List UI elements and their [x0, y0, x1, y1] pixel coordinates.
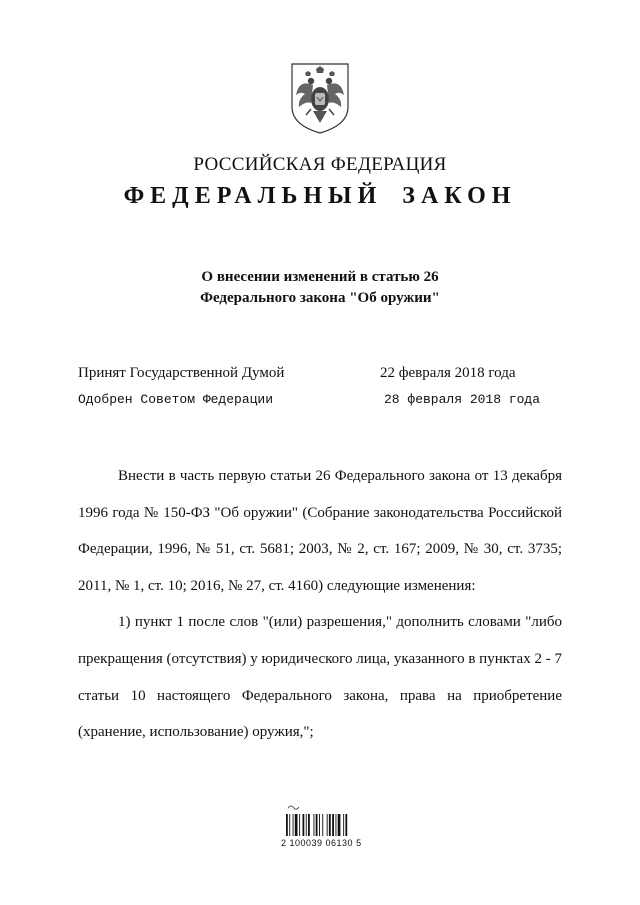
country-name: РОССИЙСКАЯ ФЕДЕРАЦИЯ — [193, 154, 447, 175]
law-title — [0, 183, 640, 210]
law-title-word-2: ЗАКОН — [402, 183, 517, 209]
russian-coat-of-arms-icon — [289, 61, 351, 135]
approval-date: 28 февраля 2018 года — [384, 392, 541, 407]
approval-label: Одобрен Советом Федерации — [78, 392, 274, 407]
subject-line-1: О внесении изменений в статью 26 — [201, 269, 439, 285]
barcode-number: 2 100039 06130 5 — [281, 838, 362, 848]
subject-line-2: Федерального закона "Об оружии" — [200, 290, 440, 306]
law-subject — [0, 267, 640, 309]
approval-date: 22 февраля 2018 года — [380, 365, 516, 381]
body-paragraph-2: 1) пункт 1 после слов "(или) разрешения," дополнить словами "либо прекращения (отсутствия) у юридического лица, указанного в пунктах 2 - 7 статьи 10 настоящего Федерального закона, права на приобретение (хранение, использование) оружия,"; — [78, 614, 562, 741]
law-title-word-1: ФЕДЕРАЛЬНЫЙ — [123, 183, 383, 209]
approval-label: Принят Государственной Думой — [78, 365, 285, 381]
law-body — [78, 458, 562, 751]
barcode-icon — [283, 802, 373, 862]
body-paragraph-1: Внести в часть первую статьи 26 Федерального закона от 13 декабря 1996 года № 150-ФЗ "Об оружии" (Собрание законодательства Российской Федерации, 1996, № 51, ст. 5681; 2003, № 2, ст. 167; 2009, № 30, ст. 3735; 2011, № 1, ст. 10; 2016, № 27, ст. 4160) следующие изменения: — [78, 468, 562, 594]
